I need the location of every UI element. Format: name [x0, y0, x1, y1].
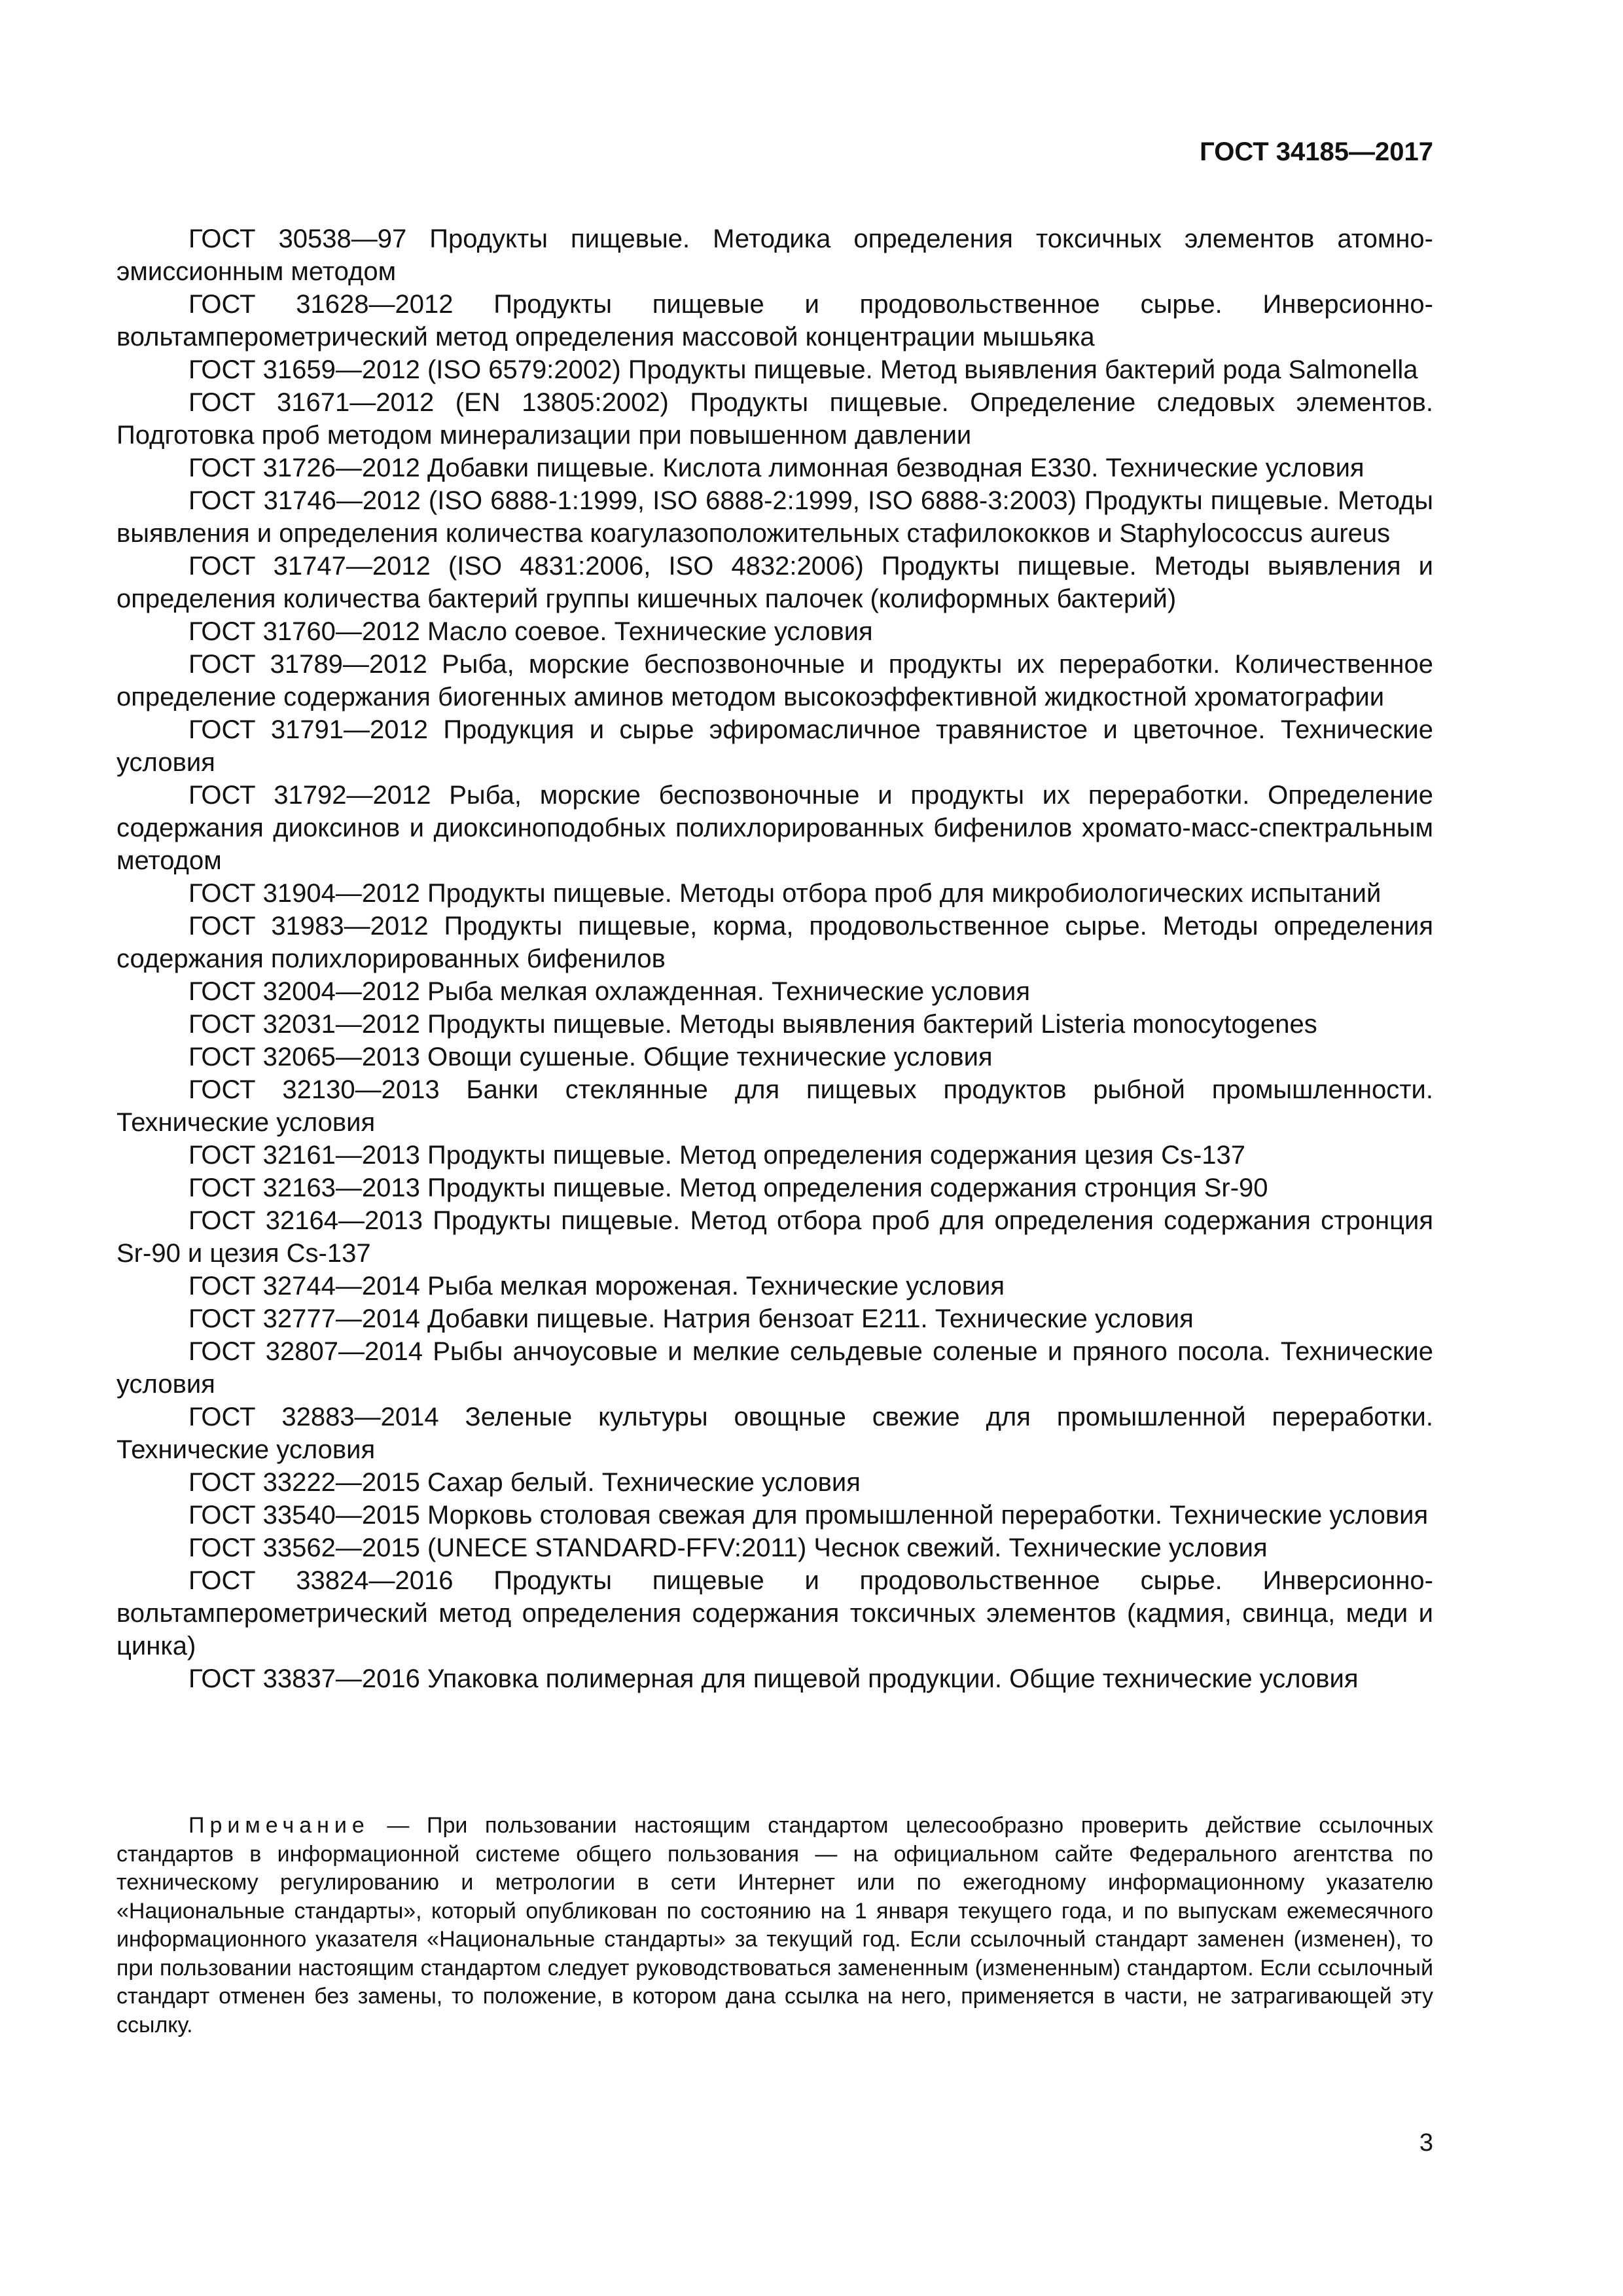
reference-item: ГОСТ 32163—2013 Продукты пищевые. Метод определения содержания стронция Sr-90 [188, 1174, 1268, 1202]
reference-item: ГОСТ 33540—2015 Морковь столовая свежая для промышленной переработки. Технические условия [188, 1501, 1429, 1530]
reference-item: ГОСТ 31791—2012 Продукция и сырье эфиромасличное травянистое и цветочное. Технические условия [116, 715, 1433, 777]
reference-item: ГОСТ 31760—2012 Масло соевое. Технические условия [188, 617, 873, 646]
reference-item: ГОСТ 32807—2014 Рыбы анчоусовые и мелкие сельдевые соленые и пряного посола. Технические условия [116, 1337, 1433, 1399]
reference-item: ГОСТ 32161—2013 Продукты пищевые. Метод определения содержания цезия Cs-137 [188, 1141, 1246, 1170]
note-text: — При пользовании настоящим стандартом целесообразно проверить действие ссылочных стандартов в информационной системе общего пользования — на официальном сайте Федерального агентства по техническому регулированию и метрологии в сети Интернет или по ежегодному информационному указателю «Национальные стандарты», который опубликован по состоянию на 1 января текущего года, и по выпускам ежемесячного информационного указателя «Национальные стандарты» за текущий год. Если ссылочный стандарт заменен (изменен), то при пользовании настоящим стандартом следует руководствоваться замененным (измененным) стандартом. Если ссылочный стандарт отменен без замены, то положение, в котором дана ссылка на него, применяется в части, не затрагивающей эту ссылку. [116, 1813, 1433, 2037]
reference-item: ГОСТ 31659—2012 (ISO 6579:2002) Продукты пищевые. Метод выявления бактерий рода Salmonella [188, 355, 1418, 384]
reference-item: ГОСТ 31904—2012 Продукты пищевые. Методы отбора проб для микробиологических испытаний [188, 879, 1382, 908]
reference-item: ГОСТ 33824—2016 Продукты пищевые и продовольственное сырье. Инверсионно-вольтамперометрический метод определения содержания токсичных элементов (кадмия, свинца, меди и цинка) [116, 1566, 1433, 1660]
reference-item: ГОСТ 33222—2015 Сахар белый. Технические условия [188, 1468, 861, 1497]
reference-item: ГОСТ 32883—2014 Зеленые культуры овощные свежие для промышленной переработки. Технические условия [116, 1403, 1433, 1464]
reference-item: ГОСТ 31792—2012 Рыба, морские беспозвоночные и продукты их переработки. Определение содержания диоксинов и диоксиноподобных полихлорированных бифенилов хромато-масс-спектральным методом [116, 781, 1433, 875]
reference-item: ГОСТ 31671—2012 (EN 13805:2002) Продукты пищевые. Определение следовых элементов. Подготовка проб методом минерализации при повышенном давлении [116, 388, 1433, 450]
reference-item: ГОСТ 32744—2014 Рыба мелкая мороженая. Технические условия [188, 1272, 1005, 1300]
reference-item: ГОСТ 32004—2012 Рыба мелкая охлажденная. Технические условия [188, 977, 1031, 1006]
reference-item: ГОСТ 32164—2013 Продукты пищевые. Метод отбора проб для определения содержания стронция Sr-90 и цезия Cs-137 [116, 1206, 1433, 1268]
reference-item: ГОСТ 31628—2012 Продукты пищевые и продовольственное сырье. Инверсионно-вольтамперометрический метод определения массовой концентрации мышьяка [116, 290, 1433, 351]
reference-item: ГОСТ 32777—2014 Добавки пищевые. Натрия бензоат Е211. Технические условия [188, 1304, 1194, 1333]
document-code-header: ГОСТ 34185—2017 [1200, 137, 1433, 166]
reference-item: ГОСТ 33837—2016 Упаковка полимерная для пищевой продукции. Общие технические условия [188, 1664, 1359, 1693]
reference-item: ГОСТ 32130—2013 Банки стеклянные для пищевых продуктов рыбной промышленности. Технические условия [116, 1075, 1433, 1137]
note-label: Примечание [188, 1813, 370, 1838]
reference-item: ГОСТ 32031—2012 Продукты пищевые. Методы выявления бактерий Listeria monocytogenes [188, 1010, 1317, 1039]
reference-item: ГОСТ 30538—97 Продукты пищевые. Методика определения токсичных элементов атомно-эмиссионным методом [116, 224, 1433, 286]
normative-references-list [116, 223, 1433, 1695]
reference-item: ГОСТ 31789—2012 Рыба, морские беспозвоночные и продукты их переработки. Количественное определение содержания биогенных аминов методом высокоэффективной жидкостной хроматографии [116, 650, 1433, 711]
page-number: 3 [1419, 2129, 1433, 2157]
reference-item: ГОСТ 31746—2012 (ISO 6888-1:1999, ISO 6888-2:1999, ISO 6888-3:2003) Продукты пищевые. Методы выявления и определения количества коагулазоположительных стафилококков и Staphylococcus aureus [116, 486, 1433, 548]
reference-item: ГОСТ 31983—2012 Продукты пищевые, корма, продовольственное сырье. Методы определения содержания полихлорированных бифенилов [116, 912, 1433, 973]
reference-item: ГОСТ 31726—2012 Добавки пищевые. Кислота лимонная безводная Е330. Технические условия [188, 454, 1364, 482]
note-paragraph [116, 1812, 1433, 2039]
reference-item: ГОСТ 33562—2015 (UNECE STANDARD-FFV:2011) Чеснок свежий. Технические условия [188, 1534, 1268, 1562]
reference-item: ГОСТ 32065—2013 Овощи сушеные. Общие технические условия [188, 1043, 993, 1071]
reference-item: ГОСТ 31747—2012 (ISO 4831:2006, ISO 4832:2006) Продукты пищевые. Методы выявления и определения количества бактерий группы кишечных палочек (колиформных бактерий) [116, 552, 1433, 613]
